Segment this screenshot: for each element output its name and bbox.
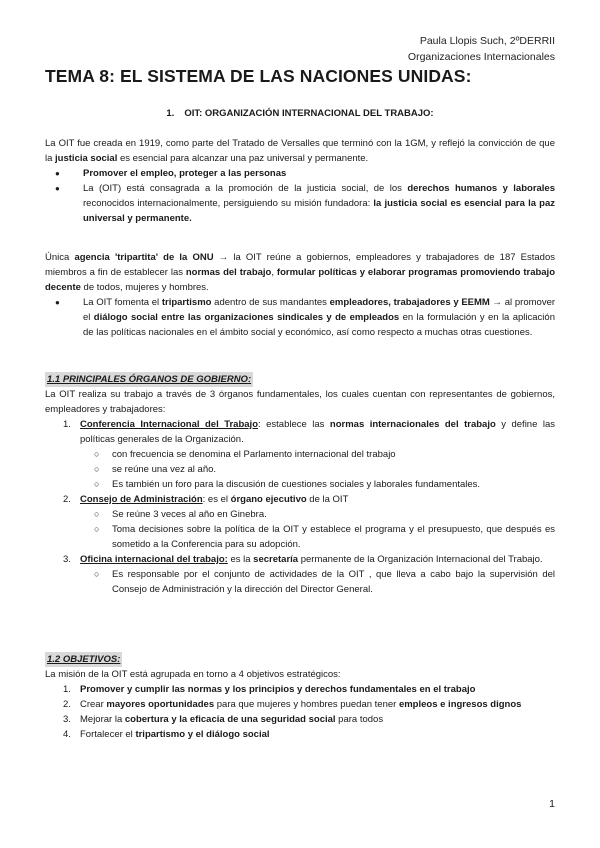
item-text: tripartismo y el diálogo social <box>135 729 270 740</box>
item-text: permanente de la Organización Internacional del Trabajo. <box>298 554 543 565</box>
objetivos-list <box>45 682 555 742</box>
item-text: órgano ejecutivo <box>230 494 307 505</box>
list-item <box>45 166 555 181</box>
bullet-text: diálogo social entre las organizaciones sindicales y de empleados <box>93 312 400 323</box>
item-text: : establece las <box>258 419 330 430</box>
item-number: 3. <box>63 714 71 725</box>
sub-item: ○ Es responsable por el conjunto de actividades de la OIT , que lleva a cabo bajo la supervisión del Consejo de Administración y la dirección del Director General. <box>80 567 555 597</box>
sub-list <box>80 567 555 597</box>
intro-bullets <box>45 166 555 226</box>
item-text: : es el <box>202 494 231 505</box>
page-header <box>408 33 555 65</box>
bullet-text: tripartismo <box>161 297 212 308</box>
organos-intro: La OIT realiza su trabajo a través de 3 órganos fundamentales, los cuales cuentan con representantes de gobiernos, empleadores y trabajadores: <box>45 389 555 415</box>
bullet-text: la justicia social es esencial para la paz universal y permanente. <box>83 198 555 224</box>
item-text: Mejorar la <box>80 714 125 725</box>
agency-text: normas del trabajo <box>185 267 272 278</box>
intro-text-2: justicia social <box>55 153 118 164</box>
header-author: Paula Llopis Such, 2ºDERRII <box>419 35 555 47</box>
item-text: y define las políticas generales de la Organización. <box>80 419 555 445</box>
intro-text-1: La OIT fue creada en 1919, como parte del Tratado de Versalles que terminó con la 1GM, y reflejó la convicción de que la <box>45 138 555 164</box>
bullet-text: reconocidos internacionalmente, persiguiendo su misión fundadora: <box>83 198 374 209</box>
objetivos-block <box>45 652 555 742</box>
item-number: 1. <box>63 419 71 430</box>
list-item <box>45 295 555 340</box>
item-name: Oficina internacional del trabajo: <box>80 554 228 565</box>
item-number: 1. <box>63 684 71 695</box>
objetivos-heading: 1.2 OBJETIVOS: <box>47 654 121 665</box>
sub-item: ○ con frecuencia se denomina el Parlamento internacional del trabajo <box>80 447 555 462</box>
organo-item-conferencia <box>45 417 555 492</box>
agency-text: de todos, mujeres y hombres. <box>80 282 209 293</box>
sub-item: ○ Toma decisiones sobre la política de la OIT y establece el programa y el presupuesto, que después es sometido a la Conferencia para su adopción. <box>80 522 555 552</box>
section-1-heading <box>0 108 600 119</box>
bullet-text: en la formulación y en la aplicación de las políticas nacionales en el ámbito social y económico, así como respecto a muchas otras cuestiones. <box>83 312 555 338</box>
intro-text-3: es esencial para alcanzar una paz universal y permanente. <box>117 153 369 164</box>
agency-block <box>45 250 555 340</box>
bullet-text: La (OIT) está consagrada a la promoción de la justicia social, de los <box>83 183 408 194</box>
item-number: 4. <box>63 729 71 740</box>
document-title: TEMA 8: EL SISTEMA DE LAS NACIONES UNIDAS: <box>45 66 472 86</box>
organos-heading: 1.1 PRINCIPALES ÓRGANOS DE GOBIERNO: <box>47 374 252 385</box>
bullet-text: adentro de sus mandantes <box>211 297 330 308</box>
item-name: Consejo de Administración <box>80 494 203 505</box>
list-item <box>45 181 555 226</box>
item-text: cobertura y la eficacia de una seguridad social <box>124 714 336 725</box>
bullet-text: La OIT fomenta el <box>83 297 162 308</box>
sub-list <box>80 447 555 492</box>
intro-block <box>45 136 555 226</box>
item-text: Fortalecer el <box>80 729 136 740</box>
objetivo-item-2 <box>45 697 555 712</box>
organos-block <box>45 372 555 597</box>
item-text: empleos e ingresos dignos <box>398 699 522 710</box>
item-text: mayores oportunidades <box>106 699 215 710</box>
agency-text: → la OIT reúne a gobiernos, empleadores y trabajadores de 187 Estados miembros a fin de establecer las <box>45 252 555 278</box>
organos-list <box>45 417 555 597</box>
section-1-title: OIT: ORGANIZACIÓN INTERNACIONAL DEL TRABAJO: <box>184 108 434 119</box>
item-name: Conferencia Internacional del Trabajo <box>80 419 258 430</box>
objetivo-item-3 <box>45 712 555 727</box>
sub-list <box>80 507 555 552</box>
agency-text: Única <box>45 252 75 263</box>
agency-paragraph <box>45 250 555 295</box>
item-text: de la OIT <box>306 494 349 505</box>
intro-paragraph <box>45 136 555 166</box>
bullet-text: → al promover el <box>83 297 556 323</box>
item-text: para que mujeres y hombres puedan tener <box>214 699 399 710</box>
item-text: normas internacionales del trabajo <box>329 419 496 430</box>
bullet-text: empleadores, trabajadores y EEMM <box>329 297 490 308</box>
objetivo-item-1 <box>45 682 555 697</box>
agency-text: , <box>271 267 277 278</box>
sub-item: ○ se reúne una vez al año. <box>80 462 555 477</box>
sub-item: ○ Se reúne 3 veces al año en Ginebra. <box>80 507 555 522</box>
organo-item-consejo <box>45 492 555 552</box>
agency-text: agencia 'tripartita' de la ONU <box>74 252 214 263</box>
item-number: 3. <box>63 554 71 565</box>
item-text: Crear <box>80 699 107 710</box>
item-number: 2. <box>63 699 71 710</box>
agency-bullets <box>45 295 555 340</box>
objetivo-item-4 <box>45 727 555 742</box>
agency-text: formular políticas y elaborar programas promoviendo trabajo decente <box>45 267 556 293</box>
objetivos-intro: La misión de la OIT está agrupada en torno a 4 objetivos estratégicos: <box>45 669 341 680</box>
bullet-text: Promover el empleo, proteger a las personas <box>83 168 287 179</box>
header-subject: Organizaciones Internacionales <box>407 51 555 63</box>
item-number: 2. <box>63 494 71 505</box>
sub-item: ○ Es también un foro para la discusión de cuestiones sociales y laborales fundamentales. <box>80 477 555 492</box>
item-text: es la <box>227 554 254 565</box>
page-number: 1 <box>549 798 555 810</box>
item-text: Promover y cumplir las normas y los principios y derechos fundamentales en el trabajo <box>80 684 476 695</box>
section-1-number: 1. <box>166 108 175 119</box>
organo-item-oficina <box>45 552 555 597</box>
item-text: secretaría <box>253 554 299 565</box>
item-text: para todos <box>335 714 384 725</box>
bullet-text: derechos humanos y laborales <box>407 183 556 194</box>
